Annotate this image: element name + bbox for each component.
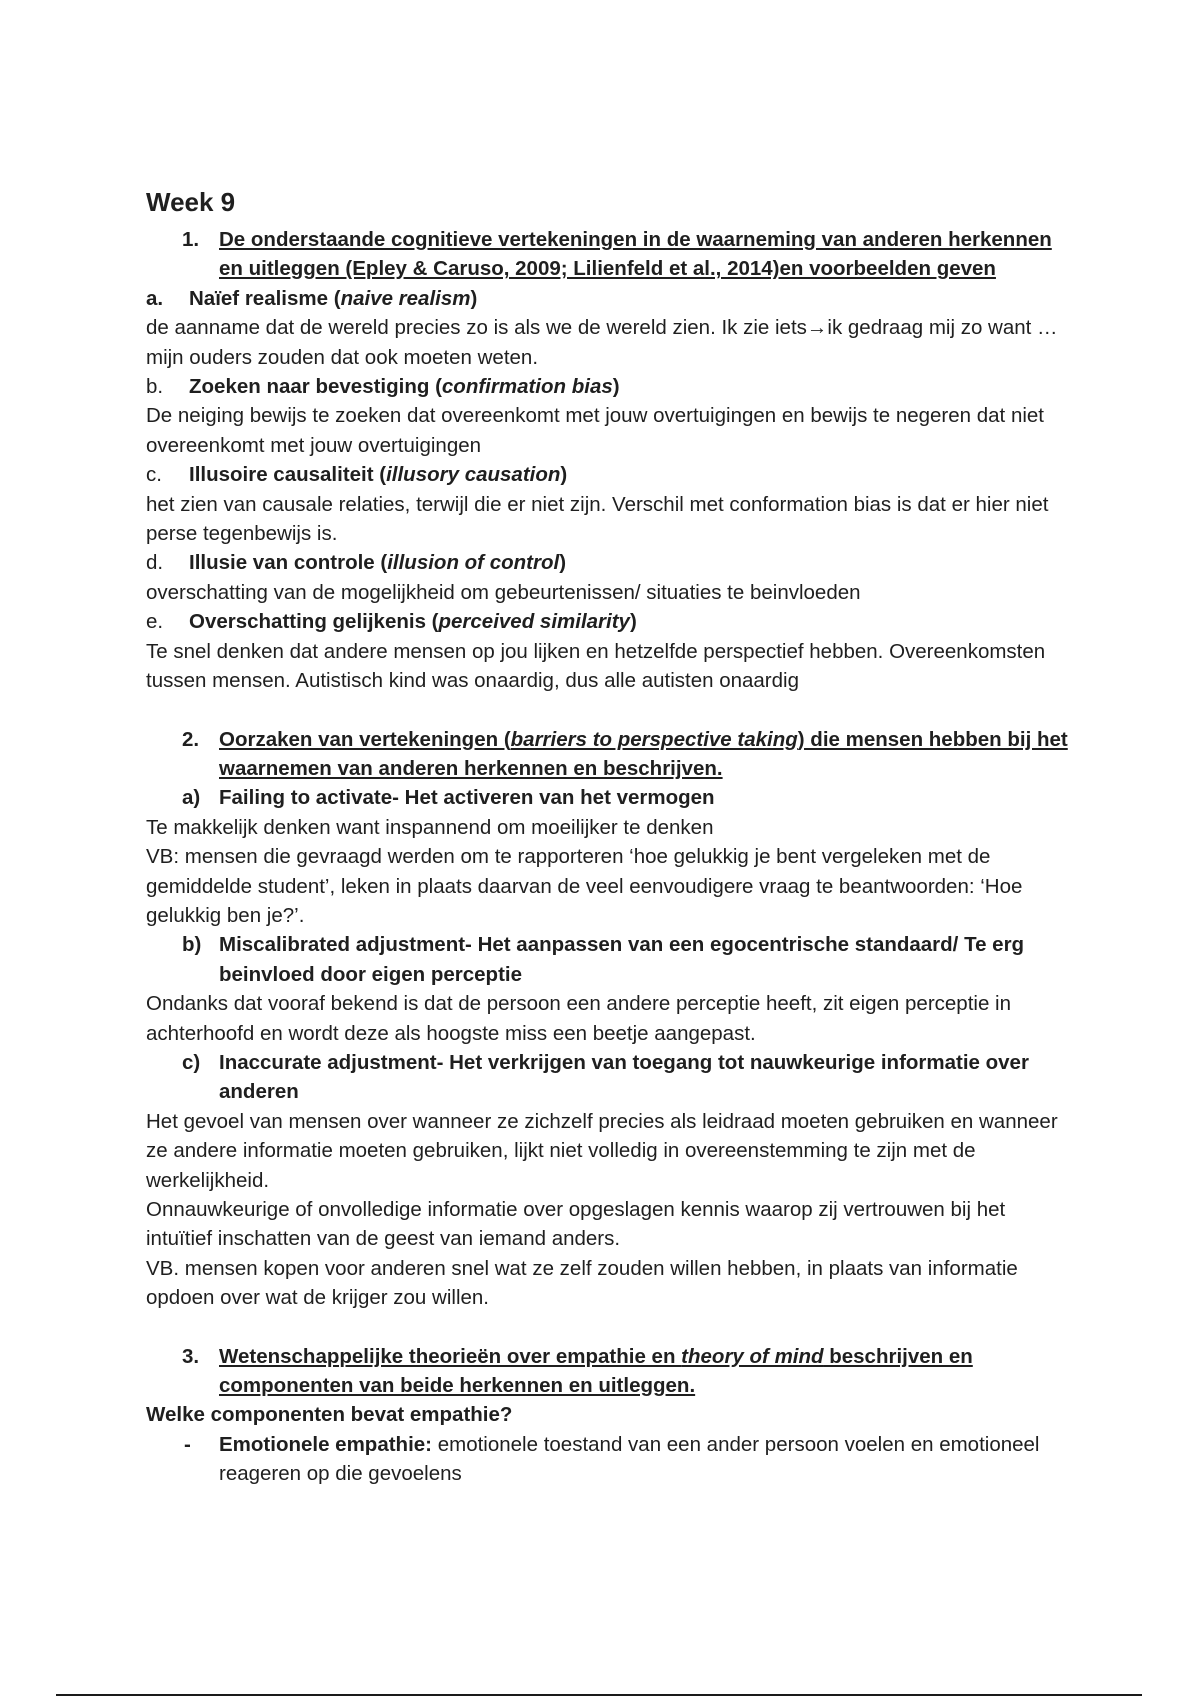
barrier-text: VB. mensen kopen voor anderen snel wat ze zelf zouden willen hebben, in plaats van informatie opdoen over wat de krijger zou willen.	[146, 1256, 1018, 1310]
list-item: - Emotionele empathie: emotionele toestand van een ander persoon voelen en emotioneel reageren op die gevoelens	[184, 1432, 1040, 1486]
section-3-heading	[146, 1342, 1076, 1401]
bias-text-d: overschatting van de mogelijkheid om gebeurtenissen/ situaties te beinvloeden	[146, 580, 861, 604]
spacer	[146, 696, 1076, 725]
section-number: 3.	[182, 1344, 200, 1368]
section-number: 1.	[182, 228, 200, 251]
section-1-heading	[146, 225, 1076, 284]
barrier-heading-c: c) Inaccurate adjustment- Het verkrijgen van toegang tot nauwkeurige informatie over anderen	[182, 1050, 1029, 1104]
section-title: Wetenschappelijke theorieën over empathie en theory of mind beschrijven en componenten van beide herkennen en uitleggen.	[219, 1344, 973, 1398]
section-number: 2.	[182, 727, 200, 751]
bias-text-e: Te snel denken dat andere mensen op jou lijken en hetzelfde perspectief hebben. Overeenkomsten tussen mensen. Autistisch kind was onaardig, dus alle autisten onaardig	[146, 639, 1046, 693]
barrier-text: Het gevoel van mensen over wanneer ze zichzelf precies als leidraad moeten gebruiken en wanneer ze andere informatie moeten gebruiken, lijkt niet volledig in overeenstemming te zijn met de werkelijkheid.	[146, 1109, 1058, 1192]
bias-heading-c: c. Illusoire causaliteit (illusory causation)	[146, 463, 568, 487]
barrier-text: Ondanks dat vooraf bekend is dat de persoon een andere perceptie heeft, zit eigen perceptie in achterhoofd en wordt deze als hoogste miss een beetje aangepast.	[146, 992, 1012, 1045]
barrier-text: VB: mensen die gevraagd werden om te rapporteren ‘hoe gelukkig je bent vergeleken met de gemiddelde student’, leken in plaats daarvan de veel eenvoudigere vraag te beantwoorden: ‘Hoe gelukkig ben je?’.	[146, 845, 1023, 927]
bias-heading-e: e. Overschatting gelijkenis (perceived similarity)	[146, 610, 637, 634]
section-2-heading	[146, 725, 1076, 784]
footer-divider	[56, 1694, 1142, 1696]
bias-text-a: de aanname dat de wereld precies zo is als we de wereld zien. Ik zie iets→ik gedraag mij zo want … mijn ouders zouden dat ook moeten weten.	[146, 316, 1058, 369]
section-title: Oorzaken van vertekeningen (barriers to perspective taking) die mensen hebben bij het waarnemen van anderen herkennen en beschrijven.	[219, 727, 1068, 780]
barrier-heading-b: b) Miscalibrated adjustment- Het aanpassen van een egocentrische standaard/ Te erg beinvloed door eigen perceptie	[182, 933, 1025, 986]
bias-text-c: het zien van causale relaties, terwijl die er niet zijn. Verschil met conformation bias is dat er hier niet perse tegenbewijs is.	[146, 492, 1049, 546]
barrier-text: Te makkelijk denken want inspannend om moeilijker te denken	[146, 815, 714, 839]
question-heading: Welke componenten bevat empathie?	[146, 1403, 513, 1427]
bias-heading-d: d. Illusie van controle (illusion of control)	[146, 551, 567, 575]
barrier-text: Onnauwkeurige of onvolledige informatie over opgeslagen kennis waarop zij vertrouwen bij het intuïtief inschatten van de geest van iemand anders.	[146, 1198, 1006, 1251]
bias-heading-b: b. Zoeken naar bevestiging (confirmation bias)	[146, 375, 620, 399]
section-title: De onderstaande cognitieve vertekeningen in de waarneming van anderen herkennen en uitleggen (Epley & Caruso, 2009; Lilienfeld et al., 2014)en voorbeelden geven	[219, 228, 1052, 281]
page-title: Week 9	[146, 187, 236, 217]
barrier-heading-a: a) Failing to activate- Het activeren van het vermogen	[182, 786, 715, 810]
bias-text-b: De neiging bewijs te zoeken dat overeenkomt met jouw overtuigingen en bewijs te negeren dat niet overeenkomt met jouw overtuigingen	[146, 404, 1044, 457]
document-page	[146, 185, 1076, 1489]
spacer	[146, 1313, 1076, 1342]
bias-heading-a: a. Naïef realisme (naive realism)	[146, 286, 478, 310]
